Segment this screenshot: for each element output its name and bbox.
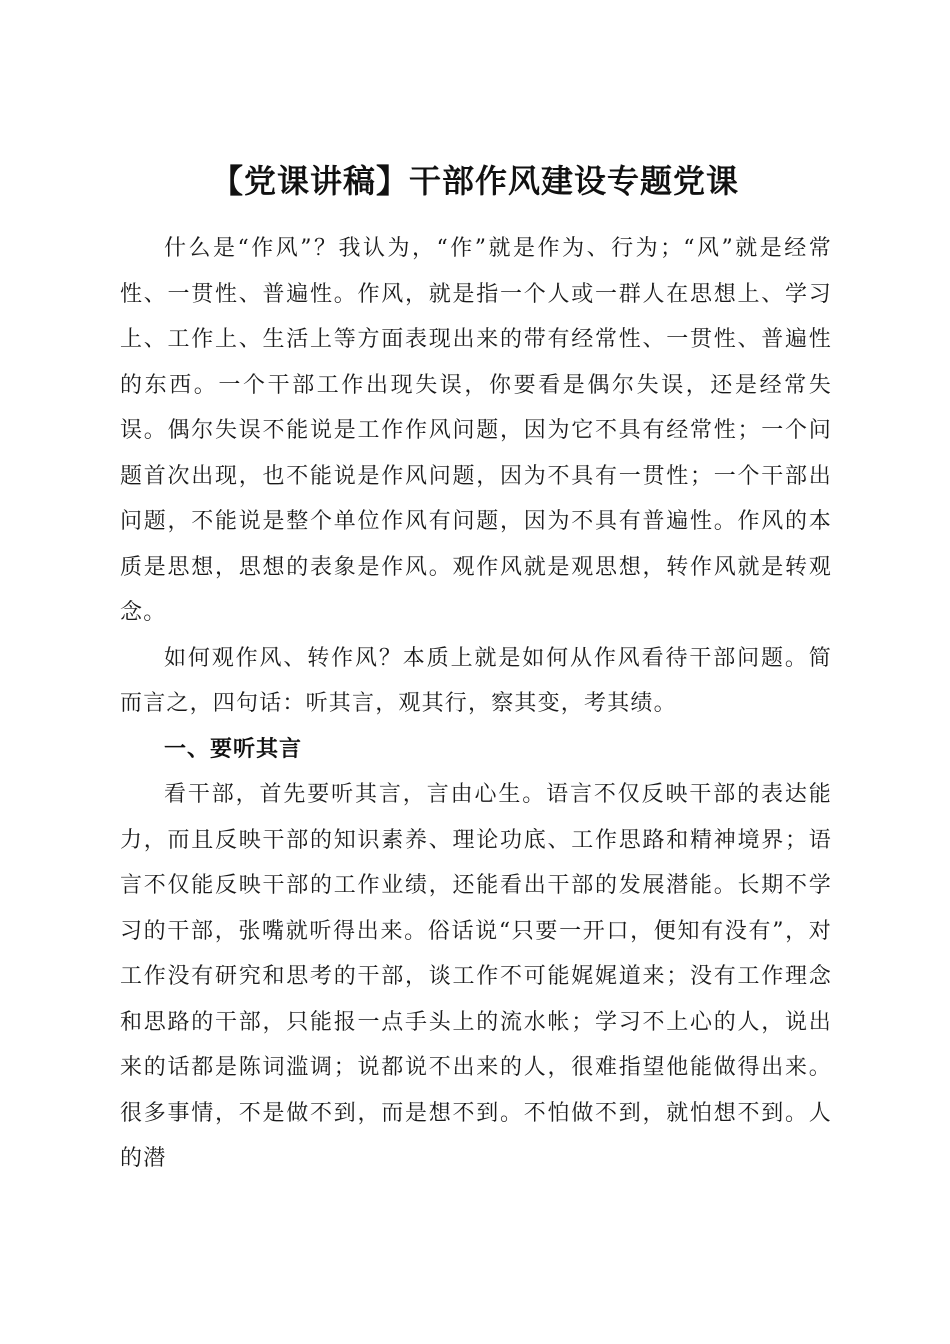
- paragraph-listen-words: 看干部，首先要听其言，言由心生。语言不仅反映干部的表达能力，而且反映干部的知识素养、理论功底、工作思路和精神境界；语言不仅能反映干部的工作业绩，还能看出干部的发展潜能。长期不学习的干部，张嘴就听得出来。俗话说“只要一开口，便知有没有”，对工作没有研究和思考的干部，谈工作不可能娓娓道来；没有工作理念和思路的干部，只能报一点手头上的流水帐；学习不上心的人，说出来的话都是陈词滥调；说都说不出来的人，很难指望他能做得出来。很多事情，不是做不到，而是想不到。不怕做不到，就怕想不到。人的潜: [120, 782, 832, 1171]
- section-heading: 一、要听其言: [164, 736, 303, 762]
- document-body: [120, 226, 832, 1182]
- paragraph-what-is-style: 什么是“作风”？我认为，“作”就是作为、行为；“风”就是经常性、一贯性、普遍性。作风，就是指一个人或一群人在思想上、学习上、工作上、生活上等方面表现出来的带有经常性、一贯性、普遍性的东西。一个干部工作出现失误，你要看是偶尔失误，还是经常失误。偶尔失误不能说是工作作风问题，因为它不具有经常性；一个问题首次出现，也不能说是作风问题，因为不具有一贯性；一个干部出问题，不能说是整个单位作风有问题，因为不具有普遍性。作风的本质是思想，思想的表象是作风。观作风就是观思想，转作风就是转观念。: [120, 236, 832, 625]
- document-title: 【党课讲稿】干部作风建设专题党课: [210, 162, 739, 201]
- paragraph-how-to-observe: 如何观作风、转作风？本质上就是如何从作风看待干部问题。简而言之，四句话：听其言，观其行，察其变，考其绩。: [120, 645, 832, 716]
